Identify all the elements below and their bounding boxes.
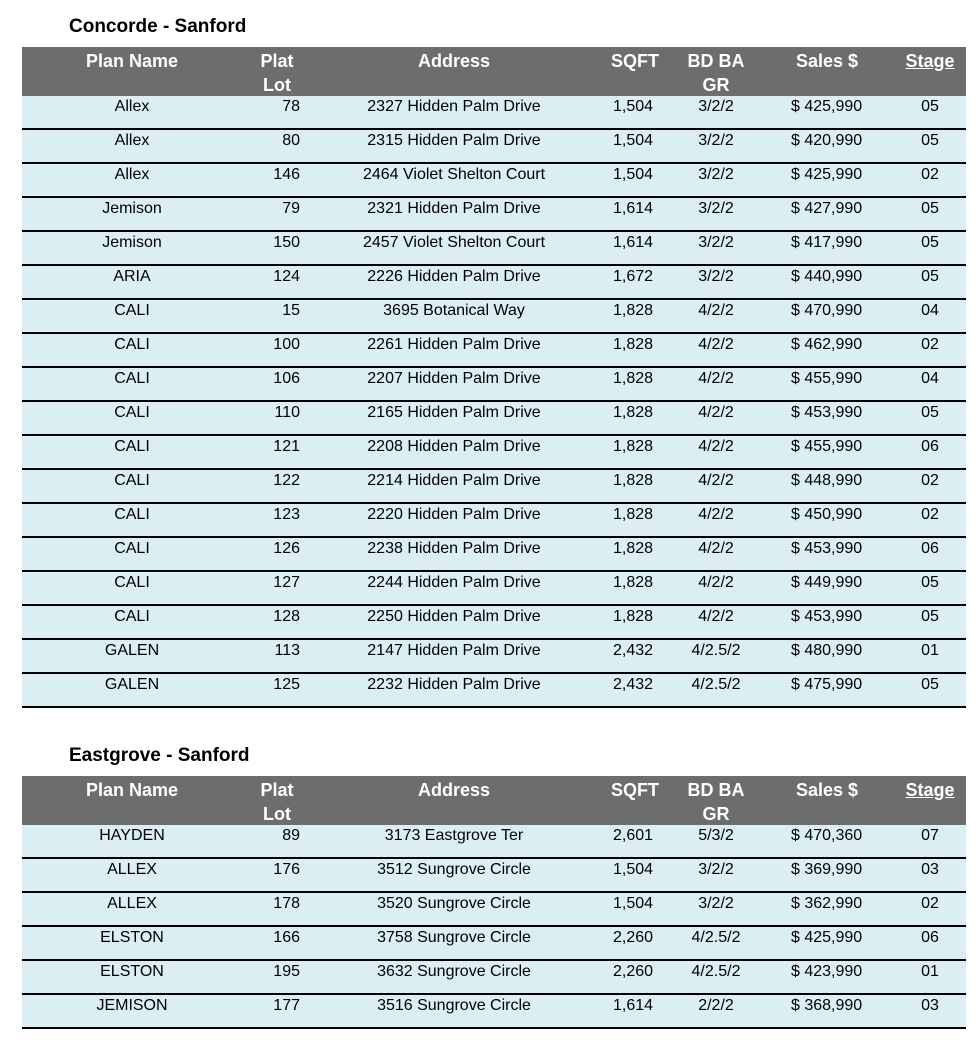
header-bd-ba-line2: GR — [702, 75, 730, 95]
cell-sqft: 1,504 — [612, 895, 654, 912]
cell-bd-ba-gr: 4/2.5/2 — [691, 676, 741, 693]
cell-bd-ba-gr: 4/2/2 — [698, 302, 734, 319]
header-plan-name: Plan Name — [85, 780, 179, 800]
header-sales-price: Sales $ — [795, 780, 859, 800]
table-body — [22, 96, 966, 708]
header-bd-ba-gr — [674, 778, 758, 826]
cell-plan-name: ALLEX — [107, 861, 157, 878]
table-row — [22, 436, 966, 470]
cell-plat-lot: 128 — [273, 608, 300, 625]
table-row — [22, 198, 966, 232]
table-header — [22, 776, 966, 825]
cell-bd-ba-gr: 4/2/2 — [698, 540, 734, 557]
cell-sqft: 1,828 — [612, 472, 654, 489]
cell-bd-ba-gr: 3/2/2 — [698, 895, 734, 912]
header-sqft: SQFT — [611, 51, 659, 71]
listing-table-concorde — [22, 47, 966, 708]
header-address: Address — [417, 780, 491, 800]
cell-address: 2220 Hidden Palm Drive — [367, 506, 541, 523]
cell-sales-price: $ 462,990 — [791, 336, 863, 353]
cell-sales-price: $ 450,990 — [791, 506, 863, 523]
cell-stage: 05 — [921, 268, 939, 285]
cell-plat-lot: 178 — [273, 895, 300, 912]
cell-address: 3695 Botanical Way — [383, 302, 525, 319]
cell-stage: 05 — [921, 132, 939, 149]
cell-plan-name: ARIA — [113, 268, 151, 285]
cell-sales-price: $ 448,990 — [791, 472, 863, 489]
cell-address: 2232 Hidden Palm Drive — [367, 676, 541, 693]
cell-stage: 02 — [921, 166, 939, 183]
cell-plat-lot: 106 — [273, 370, 300, 387]
cell-sales-price: $ 480,990 — [791, 642, 863, 659]
table-row — [22, 859, 966, 893]
cell-sales-price: $ 427,990 — [791, 200, 863, 217]
cell-plan-name: CALI — [114, 336, 150, 353]
cell-plan-name: CALI — [114, 574, 150, 591]
cell-plat-lot: 177 — [273, 997, 300, 1014]
cell-sqft: 1,614 — [612, 234, 654, 251]
cell-stage: 07 — [921, 827, 939, 844]
header-sqft: SQFT — [611, 780, 659, 800]
cell-sqft: 1,504 — [612, 98, 654, 115]
header-sales-price: Sales $ — [795, 51, 859, 71]
cell-stage: 06 — [921, 540, 939, 557]
cell-stage: 05 — [921, 404, 939, 421]
cell-address: 3632 Sungrove Circle — [377, 963, 531, 980]
cell-bd-ba-gr: 4/2/2 — [698, 608, 734, 625]
cell-bd-ba-gr: 2/2/2 — [698, 997, 734, 1014]
header-bd-ba-line1: BD BA — [687, 780, 745, 800]
cell-plan-name: CALI — [114, 370, 150, 387]
cell-sales-price: $ 425,990 — [791, 98, 863, 115]
cell-plan-name: Allex — [114, 166, 150, 183]
header-plat-lot — [247, 49, 307, 97]
cell-address: 2261 Hidden Palm Drive — [367, 336, 541, 353]
cell-bd-ba-gr: 4/2.5/2 — [691, 929, 741, 946]
cell-bd-ba-gr: 3/2/2 — [698, 166, 734, 183]
cell-sqft: 1,828 — [612, 540, 654, 557]
cell-address: 2226 Hidden Palm Drive — [367, 268, 541, 285]
cell-bd-ba-gr: 3/2/2 — [698, 268, 734, 285]
cell-sales-price: $ 423,990 — [791, 963, 863, 980]
cell-plat-lot: 150 — [273, 234, 300, 251]
cell-sqft: 2,432 — [612, 642, 654, 659]
cell-sqft: 1,504 — [612, 861, 654, 878]
cell-sqft: 1,672 — [612, 268, 654, 285]
cell-plat-lot: 110 — [274, 404, 300, 421]
cell-sales-price: $ 455,990 — [791, 370, 863, 387]
cell-bd-ba-gr: 3/2/2 — [698, 98, 734, 115]
cell-plat-lot: 195 — [273, 963, 300, 980]
cell-address: 2457 Violet Shelton Court — [362, 234, 546, 251]
cell-address: 2207 Hidden Palm Drive — [367, 370, 541, 387]
cell-plan-name: JEMISON — [96, 997, 168, 1014]
table-row — [22, 232, 966, 266]
cell-sqft: 1,828 — [612, 574, 654, 591]
cell-sqft: 1,614 — [612, 997, 654, 1014]
cell-plan-name: CALI — [114, 404, 150, 421]
cell-address: 2147 Hidden Palm Drive — [367, 642, 541, 659]
cell-plan-name: ELSTON — [100, 963, 164, 980]
table-row — [22, 96, 966, 130]
cell-address: 2238 Hidden Palm Drive — [367, 540, 541, 557]
table-header — [22, 47, 966, 96]
cell-plat-lot: 79 — [282, 200, 300, 217]
cell-bd-ba-gr: 3/2/2 — [698, 861, 734, 878]
header-plan-name: Plan Name — [85, 51, 179, 71]
cell-address: 3516 Sungrove Circle — [377, 997, 531, 1014]
cell-bd-ba-gr: 3/2/2 — [698, 234, 734, 251]
cell-address: 2250 Hidden Palm Drive — [367, 608, 541, 625]
cell-sales-price: $ 453,990 — [791, 608, 863, 625]
header-plat-lot-line1: Plat — [260, 780, 294, 800]
cell-plat-lot: 123 — [273, 506, 300, 523]
cell-plat-lot: 127 — [273, 574, 300, 591]
cell-sqft: 2,260 — [612, 929, 654, 946]
cell-stage: 02 — [921, 472, 939, 489]
cell-address: 2214 Hidden Palm Drive — [367, 472, 541, 489]
cell-stage: 01 — [921, 642, 939, 659]
cell-plan-name: CALI — [114, 506, 150, 523]
cell-stage: 02 — [921, 336, 939, 353]
table-row — [22, 504, 966, 538]
cell-address: 3758 Sungrove Circle — [377, 929, 531, 946]
cell-bd-ba-gr: 3/2/2 — [698, 132, 734, 149]
header-plat-lot-line1: Plat — [260, 51, 294, 71]
cell-plat-lot: 122 — [273, 472, 300, 489]
cell-stage: 06 — [921, 929, 939, 946]
cell-plan-name: CALI — [114, 540, 150, 557]
cell-plan-name: CALI — [114, 302, 150, 319]
cell-address: 2208 Hidden Palm Drive — [367, 438, 541, 455]
cell-address: 2315 Hidden Palm Drive — [367, 132, 541, 149]
cell-stage: 05 — [921, 234, 939, 251]
cell-address: 2321 Hidden Palm Drive — [367, 200, 541, 217]
table-row — [22, 164, 966, 198]
cell-plan-name: Jemison — [102, 234, 162, 251]
cell-stage: 03 — [921, 861, 939, 878]
header-stage-link[interactable]: Stage — [905, 780, 955, 800]
table-row — [22, 606, 966, 640]
cell-plan-name: GALEN — [104, 676, 160, 693]
cell-sales-price: $ 470,990 — [791, 302, 863, 319]
cell-bd-ba-gr: 4/2.5/2 — [691, 963, 741, 980]
cell-stage: 01 — [921, 963, 939, 980]
table-row — [22, 961, 966, 995]
cell-sqft: 1,828 — [612, 404, 654, 421]
table-row — [22, 640, 966, 674]
cell-sales-price: $ 369,990 — [791, 861, 863, 878]
cell-sales-price: $ 368,990 — [791, 997, 863, 1014]
cell-plat-lot: 89 — [282, 827, 300, 844]
cell-sqft: 2,601 — [612, 827, 654, 844]
cell-bd-ba-gr: 4/2/2 — [698, 472, 734, 489]
section-title-eastgrove: Eastgrove - Sanford — [69, 745, 250, 766]
cell-stage: 04 — [921, 370, 939, 387]
cell-sales-price: $ 475,990 — [791, 676, 863, 693]
cell-sales-price: $ 417,990 — [791, 234, 863, 251]
cell-plat-lot: 15 — [282, 302, 300, 319]
cell-address: 2327 Hidden Palm Drive — [367, 98, 541, 115]
cell-address: 3512 Sungrove Circle — [377, 861, 531, 878]
cell-address: 2464 Violet Shelton Court — [362, 166, 546, 183]
cell-stage: 05 — [921, 574, 939, 591]
cell-stage: 05 — [921, 98, 939, 115]
cell-bd-ba-gr: 4/2/2 — [698, 438, 734, 455]
header-plat-lot — [247, 778, 307, 826]
cell-sqft: 1,828 — [612, 370, 654, 387]
cell-address: 2165 Hidden Palm Drive — [367, 404, 541, 421]
cell-address: 2244 Hidden Palm Drive — [367, 574, 541, 591]
cell-bd-ba-gr: 4/2/2 — [698, 370, 734, 387]
cell-plan-name: HAYDEN — [99, 827, 165, 844]
cell-sqft: 1,504 — [612, 132, 654, 149]
cell-stage: 05 — [921, 200, 939, 217]
cell-sqft: 1,504 — [612, 166, 654, 183]
cell-stage: 02 — [921, 895, 939, 912]
cell-bd-ba-gr: 3/2/2 — [698, 200, 734, 217]
cell-sales-price: $ 440,990 — [791, 268, 863, 285]
table-row — [22, 825, 966, 859]
cell-plat-lot: 80 — [282, 132, 300, 149]
header-bd-ba-line1: BD BA — [687, 51, 745, 71]
cell-address: 3173 Eastgrove Ter — [384, 827, 524, 844]
cell-plat-lot: 113 — [274, 642, 300, 659]
cell-sales-price: $ 425,990 — [791, 166, 863, 183]
header-plat-lot-line2: Lot — [263, 804, 291, 824]
cell-bd-ba-gr: 4/2/2 — [698, 336, 734, 353]
table-row — [22, 927, 966, 961]
table-row — [22, 334, 966, 368]
cell-sales-price: $ 420,990 — [791, 132, 863, 149]
header-stage-link[interactable]: Stage — [905, 51, 955, 71]
cell-sqft: 2,260 — [612, 963, 654, 980]
cell-plat-lot: 166 — [273, 929, 300, 946]
cell-plat-lot: 126 — [273, 540, 300, 557]
listing-table-eastgrove — [22, 776, 966, 1029]
cell-plat-lot: 125 — [273, 676, 300, 693]
cell-bd-ba-gr: 4/2/2 — [698, 404, 734, 421]
cell-sqft: 1,828 — [612, 438, 654, 455]
cell-bd-ba-gr: 4/2/2 — [698, 574, 734, 591]
table-row — [22, 893, 966, 927]
cell-plan-name: CALI — [114, 472, 150, 489]
cell-sales-price: $ 425,990 — [791, 929, 863, 946]
header-bd-ba-line2: GR — [702, 804, 730, 824]
cell-sales-price: $ 470,360 — [791, 827, 863, 844]
cell-plat-lot: 146 — [273, 166, 300, 183]
cell-sqft: 1,614 — [612, 200, 654, 217]
table-row — [22, 572, 966, 606]
cell-stage: 04 — [921, 302, 939, 319]
table-row — [22, 995, 966, 1029]
cell-plan-name: ELSTON — [100, 929, 164, 946]
cell-address: 3520 Sungrove Circle — [377, 895, 531, 912]
cell-plan-name: CALI — [114, 608, 150, 625]
cell-sales-price: $ 449,990 — [791, 574, 863, 591]
cell-sales-price: $ 453,990 — [791, 404, 863, 421]
table-row — [22, 368, 966, 402]
cell-sqft: 1,828 — [612, 506, 654, 523]
cell-bd-ba-gr: 4/2/2 — [698, 506, 734, 523]
header-address: Address — [417, 51, 491, 71]
cell-stage: 03 — [921, 997, 939, 1014]
cell-stage: 05 — [921, 676, 939, 693]
cell-stage: 05 — [921, 608, 939, 625]
section-title-concorde: Concorde - Sanford — [69, 16, 247, 37]
cell-stage: 02 — [921, 506, 939, 523]
cell-stage: 06 — [921, 438, 939, 455]
table-body — [22, 825, 966, 1029]
cell-sales-price: $ 362,990 — [791, 895, 863, 912]
cell-plat-lot: 176 — [273, 861, 300, 878]
header-bd-ba-gr — [674, 49, 758, 97]
table-row — [22, 538, 966, 572]
cell-bd-ba-gr: 5/3/2 — [698, 827, 734, 844]
table-row — [22, 300, 966, 334]
cell-sqft: 1,828 — [612, 336, 654, 353]
cell-bd-ba-gr: 4/2.5/2 — [691, 642, 741, 659]
cell-sqft: 1,828 — [612, 608, 654, 625]
cell-plat-lot: 121 — [273, 438, 300, 455]
table-row — [22, 674, 966, 708]
cell-sqft: 2,432 — [612, 676, 654, 693]
cell-sales-price: $ 455,990 — [791, 438, 863, 455]
cell-sqft: 1,828 — [612, 302, 654, 319]
cell-sales-price: $ 453,990 — [791, 540, 863, 557]
header-plat-lot-line2: Lot — [263, 75, 291, 95]
cell-plan-name: Allex — [114, 132, 150, 149]
cell-plan-name: Jemison — [102, 200, 162, 217]
table-row — [22, 130, 966, 164]
cell-plat-lot: 124 — [273, 268, 300, 285]
cell-plat-lot: 100 — [273, 336, 300, 353]
cell-plan-name: ALLEX — [107, 895, 157, 912]
table-row — [22, 470, 966, 504]
cell-plat-lot: 78 — [282, 98, 300, 115]
cell-plan-name: Allex — [114, 98, 150, 115]
table-row — [22, 266, 966, 300]
table-row — [22, 402, 966, 436]
cell-plan-name: GALEN — [104, 642, 160, 659]
cell-plan-name: CALI — [114, 438, 150, 455]
